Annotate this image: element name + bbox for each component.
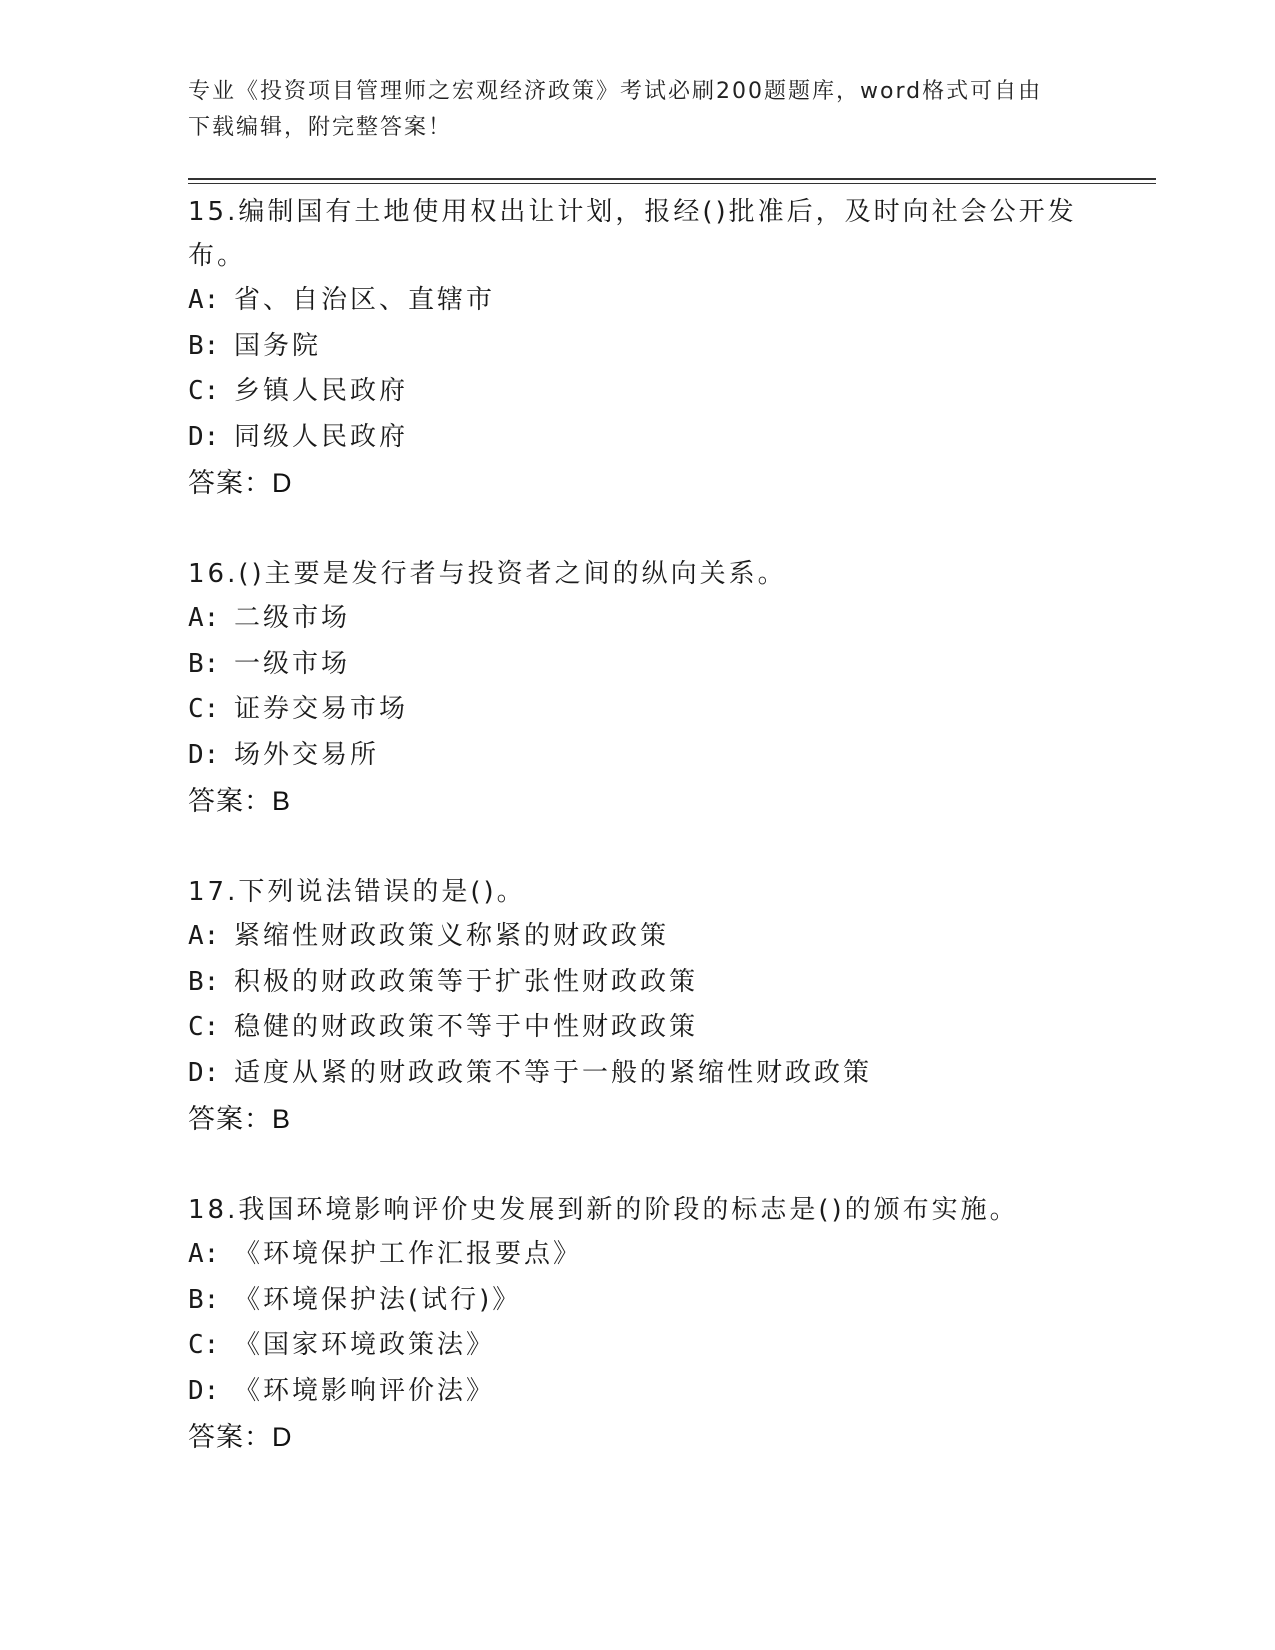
option-text: 同级人民政府 xyxy=(234,421,409,452)
option-key: A: xyxy=(188,921,220,951)
option-a xyxy=(188,1232,1088,1278)
option-text: 省、自治区、直辖市 xyxy=(234,285,496,315)
option-c xyxy=(188,369,1088,415)
header-line-2: 下载编辑，附完整答案！ xyxy=(188,115,453,140)
option-text: 稳健的财政政策不等于中性财政政策 xyxy=(234,1012,699,1042)
option-b xyxy=(188,1278,1088,1324)
header-line-1: 专业《投资项目管理师之宏观经济政策》考试必刷200题题库，word格式可自由 xyxy=(188,79,1043,104)
document-header xyxy=(188,74,1088,146)
option-c xyxy=(188,687,1088,733)
question-15 xyxy=(188,190,1088,506)
option-key: D: xyxy=(188,1057,220,1088)
option-d xyxy=(188,733,1088,779)
option-b xyxy=(188,960,1088,1006)
option-key: D: xyxy=(188,739,220,770)
question-stem: 18.我国环境影响评价史发展到新的阶段的标志是()的颁布实施。 xyxy=(188,1195,1019,1225)
option-text: 乡镇人民政府 xyxy=(234,376,409,406)
option-text: 国务院 xyxy=(234,330,322,361)
option-a xyxy=(188,914,1088,960)
option-key: A: xyxy=(188,603,220,633)
answer-line: 答案：B xyxy=(188,786,292,816)
option-key: B: xyxy=(188,966,220,997)
option-text: 《环境影响评价法》 xyxy=(234,1375,496,1406)
option-text: 一级市场 xyxy=(234,648,351,679)
option-d xyxy=(188,1369,1088,1415)
option-text: 适度从紧的财政政策不等于一般的紧缩性财政政策 xyxy=(234,1057,873,1088)
option-key: D: xyxy=(188,1375,220,1406)
option-text: 积极的财政政策等于扩张性财政政策 xyxy=(234,966,699,997)
option-key: A: xyxy=(188,1239,220,1269)
answer-line: 答案：B xyxy=(188,1104,292,1134)
option-text: 证券交易市场 xyxy=(234,694,409,724)
question-stem: 17.下列说法错误的是()。 xyxy=(188,877,526,907)
option-b xyxy=(188,324,1088,370)
option-b xyxy=(188,642,1088,688)
answer-line: 答案：D xyxy=(188,1422,293,1452)
option-d xyxy=(188,1051,1088,1097)
option-text: 场外交易所 xyxy=(234,739,380,770)
question-stem: 15.编制国有土地使用权出让计划，报经()批准后，及时向社会公开发布。 xyxy=(188,197,1077,271)
option-key: A: xyxy=(188,285,220,315)
option-text: 二级市场 xyxy=(234,603,351,633)
option-text: 《国家环境政策法》 xyxy=(234,1330,496,1360)
answer-line: 答案：D xyxy=(188,468,293,498)
option-key: B: xyxy=(188,648,220,679)
option-key: C: xyxy=(188,376,220,406)
option-c xyxy=(188,1005,1088,1051)
option-key: B: xyxy=(188,1284,220,1315)
question-18 xyxy=(188,1188,1088,1460)
option-text: 紧缩性财政政策义称紧的财政政策 xyxy=(234,921,670,951)
question-16 xyxy=(188,552,1088,824)
option-key: C: xyxy=(188,1330,220,1360)
header-divider xyxy=(188,178,1156,184)
question-stem: 16.()主要是发行者与投资者之间的纵向关系。 xyxy=(188,559,787,589)
option-d xyxy=(188,415,1088,461)
option-a xyxy=(188,596,1088,642)
option-a xyxy=(188,278,1088,324)
question-list xyxy=(188,190,1088,1506)
option-key: D: xyxy=(188,421,220,452)
question-17 xyxy=(188,870,1088,1142)
option-key: C: xyxy=(188,1012,220,1042)
option-key: B: xyxy=(188,330,220,361)
option-text: 《环境保护工作汇报要点》 xyxy=(234,1239,583,1269)
option-c xyxy=(188,1323,1088,1369)
option-text: 《环境保护法(试行)》 xyxy=(234,1284,522,1315)
option-key: C: xyxy=(188,694,220,724)
